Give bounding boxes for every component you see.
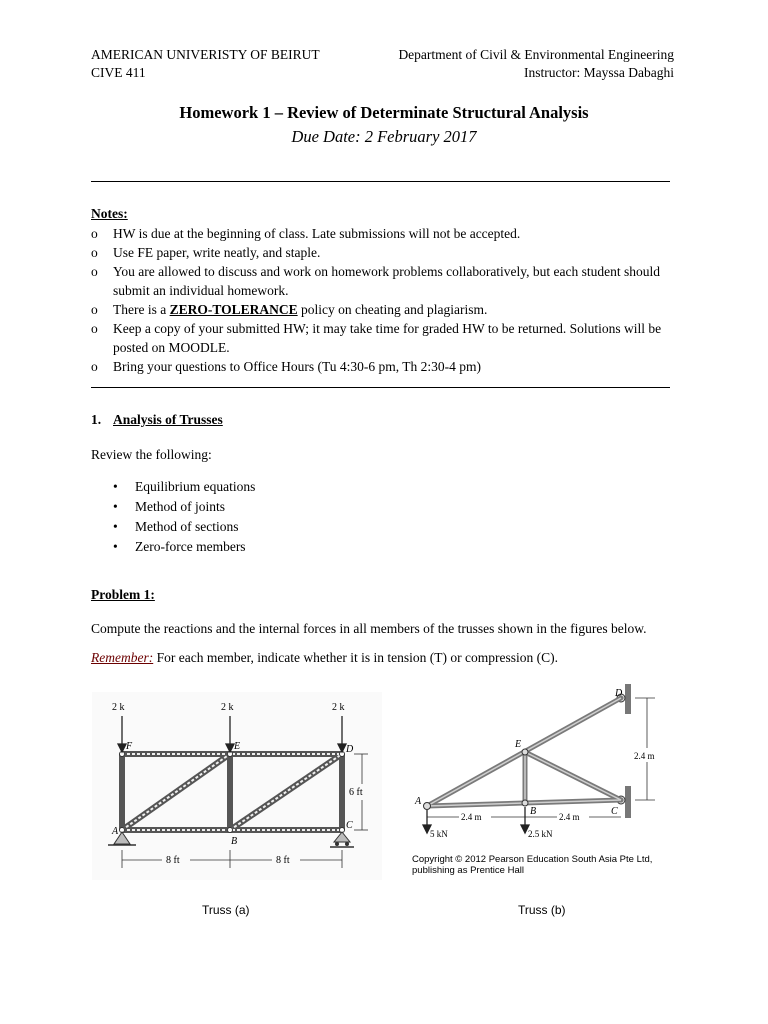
load-label-e: 2 k bbox=[221, 702, 234, 713]
node-label-c: C bbox=[611, 806, 618, 817]
page-title: Homework 1 – Review of Determinate Structural Analysis bbox=[179, 103, 589, 122]
dim-span-1: 2.4 m bbox=[461, 812, 482, 822]
topic-text: Zero-force members bbox=[135, 539, 246, 554]
caption-truss-b: Truss (b) bbox=[518, 903, 566, 917]
dim-span-2: 8 ft bbox=[276, 855, 290, 866]
node-label-f: F bbox=[126, 741, 133, 752]
dim-height: 6 ft bbox=[349, 787, 363, 798]
policy-text-before: There is a bbox=[113, 302, 170, 317]
note-item bbox=[91, 262, 691, 300]
node-label-b: B bbox=[231, 836, 238, 847]
topic-item: • Equilibrium equations bbox=[113, 479, 256, 494]
instructor-name: Instructor: Mayssa Dabaghi bbox=[524, 65, 674, 80]
copyright-line-1: Copyright © 2012 Pearson Education South Asia Pte Ltd, bbox=[412, 854, 653, 865]
topic-text: Equilibrium equations bbox=[135, 479, 256, 494]
load-label-a: 5 kN bbox=[430, 829, 448, 839]
node-label-b: B bbox=[530, 806, 537, 817]
note-bullet: o bbox=[91, 302, 98, 317]
truss-b-figure bbox=[397, 684, 677, 884]
divider-bottom bbox=[91, 387, 670, 388]
topic-item: • Method of sections bbox=[113, 519, 239, 534]
dim-height: 2.4 m bbox=[634, 751, 655, 761]
note-item bbox=[91, 319, 691, 357]
node-label-c: C bbox=[346, 820, 353, 831]
node-label-d: D bbox=[615, 688, 623, 699]
problem-statement: Compute the reactions and the internal forces in all members of the trusses shown in the figures below. bbox=[91, 621, 647, 636]
section-heading bbox=[91, 412, 223, 428]
node-label-a: A bbox=[415, 796, 422, 807]
note-item bbox=[91, 224, 691, 243]
due-date: Due Date: 2 February 2017 bbox=[291, 127, 477, 146]
policy-text-after: policy on cheating and plagiarism. bbox=[297, 302, 488, 317]
node-label-e: E bbox=[234, 741, 241, 752]
note-bullet: o bbox=[91, 359, 98, 374]
course-code: CIVE 411 bbox=[91, 65, 146, 80]
topic-text: Method of joints bbox=[135, 499, 225, 514]
node-label-d: D bbox=[346, 744, 354, 755]
caption-truss-a: Truss (a) bbox=[202, 903, 250, 917]
note-text: Bring your questions to Office Hours (Tu 4:30-6 pm, Th 2:30-4 pm) bbox=[113, 359, 481, 374]
truss-a-drawing bbox=[92, 692, 382, 880]
load-label-b: 2.5 kN bbox=[528, 829, 553, 839]
university-name: AMERICAN UNIVERISTY OF BEIRUT bbox=[91, 47, 320, 62]
topic-text: Method of sections bbox=[135, 519, 239, 534]
note-bullet: o bbox=[91, 245, 98, 260]
dim-span-2: 2.4 m bbox=[559, 812, 580, 822]
topic-item: • Zero-force members bbox=[113, 539, 246, 554]
note-item-policy bbox=[91, 300, 691, 319]
copyright-line-2: publishing as Prentice Hall bbox=[412, 865, 524, 876]
node-label-e: E bbox=[515, 739, 522, 750]
note-bullet: o bbox=[91, 321, 98, 336]
note-text: You are allowed to discuss and work on homework problems collaboratively, but each student should submit an individual homework. bbox=[113, 264, 661, 298]
node-label-a: A bbox=[112, 826, 119, 837]
note-bullet: o bbox=[91, 264, 98, 279]
dim-span-1: 8 ft bbox=[166, 855, 180, 866]
note-item bbox=[91, 357, 691, 376]
section-title: Analysis of Trusses bbox=[113, 412, 223, 427]
load-label-f: 2 k bbox=[112, 702, 125, 713]
truss-a-figure bbox=[92, 692, 382, 880]
load-label-d: 2 k bbox=[332, 702, 345, 713]
remember-note bbox=[91, 650, 558, 666]
problem-heading: Problem 1: bbox=[91, 587, 155, 602]
zero-tolerance-emphasis: ZERO-TOLERANCE bbox=[169, 302, 298, 317]
review-intro: Review the following: bbox=[91, 447, 212, 462]
notes-heading: Notes: bbox=[91, 206, 128, 221]
note-text: Use FE paper, write neatly, and staple. bbox=[113, 245, 321, 260]
divider-top bbox=[91, 181, 670, 182]
note-bullet: o bbox=[91, 226, 98, 241]
remember-label: Remember: bbox=[91, 650, 154, 665]
topic-item: • Method of joints bbox=[113, 499, 225, 514]
department-name: Department of Civil & Environmental Engineering bbox=[398, 47, 674, 62]
note-item bbox=[91, 243, 691, 262]
section-number: 1. bbox=[91, 412, 102, 427]
remember-text: For each member, indicate whether it is in tension (T) or compression (C). bbox=[153, 650, 558, 665]
note-text: HW is due at the beginning of class. Late submissions will not be accepted. bbox=[113, 226, 521, 241]
note-text: Keep a copy of your submitted HW; it may take time for graded HW to be returned. Solutions will be posted on MOODLE. bbox=[113, 321, 662, 355]
